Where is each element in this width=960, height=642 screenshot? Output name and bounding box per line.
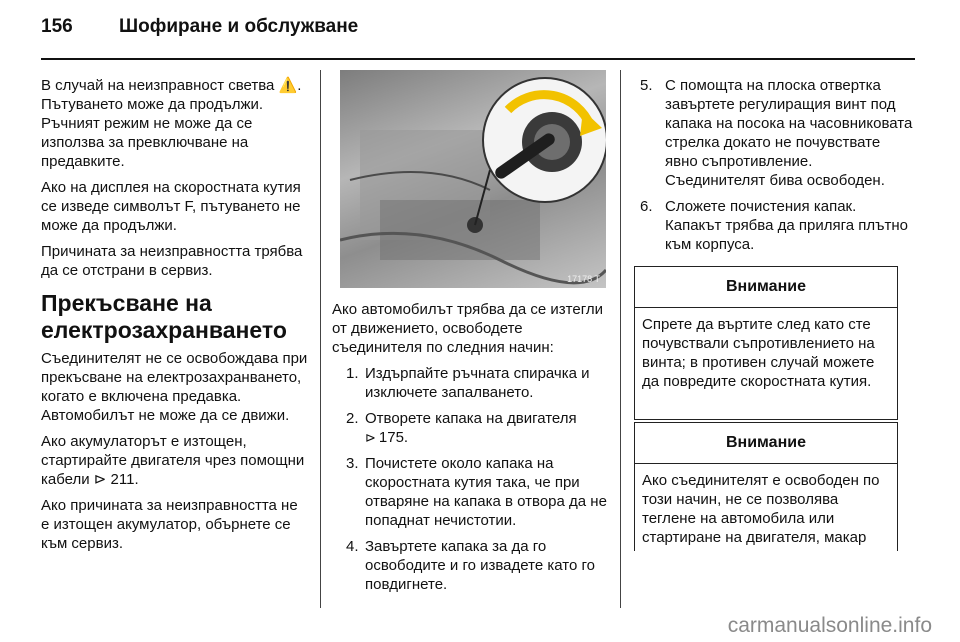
paragraph: Ако на дисплея на скоростната кутия се изведе символът F, пътуването не може да продължи. [41, 179, 301, 234]
paragraph: Съединителят не се освобождава при прекъсване на електрозахранването, когато е включена предавка. Автомобилът не може да се движи. [41, 350, 308, 424]
step-number: 2. [346, 410, 359, 427]
page-title: Шофиране и обслужване [119, 16, 359, 37]
paragraph: Причината за неизправността трябва да се отстрани в сервиз. [41, 243, 303, 279]
steps-list [640, 76, 915, 254]
paragraph: Ако акумулаторът е изтощен, стартирайте двигателя чрез помощни кабели ⊳ 211. [41, 433, 305, 488]
step-number: 1. [346, 365, 359, 382]
header-rule [41, 58, 915, 60]
step-text: Издърпайте ръчната спирачка и изключете запалването. [365, 365, 590, 401]
column-divider [620, 70, 621, 608]
watermark-text: carmanualsonline.info [727, 614, 932, 637]
column-right [640, 76, 915, 261]
column-middle [332, 300, 607, 601]
step-number: 5. [640, 77, 653, 94]
list-item [332, 364, 607, 402]
step-text: Отворете капака на двигателя [365, 410, 577, 427]
paragraph: Ако автомобилът трябва да се изтегли от движението, освободете съединителя по следния начин: [332, 301, 603, 356]
warning-title: Внимание [635, 423, 897, 464]
page-reference-link[interactable]: 175. [378, 429, 409, 446]
paragraph: Ако причината за неизправността не е изтощен акумулатор, обърнете се към сервиз. [41, 497, 298, 552]
section-heading: Прекъсване на електрозахранването [41, 290, 287, 343]
warning-box [634, 422, 898, 551]
step-number: 6. [640, 198, 653, 215]
column-left [41, 76, 309, 560]
list-item [640, 197, 915, 254]
step-text: Почистете около капака на скоростната кутия така, че при отваряне на капака в отвора да не попаднат нечистотии. [365, 455, 607, 529]
step-text: Завъртете капака за да го освободите и го извадете като го повдигнете. [365, 538, 595, 593]
paragraph: В случай на неизправност светва ⚠️. Пътуването може да продължи. Ръчният режим не може да се използва за превключване на предавките. [41, 77, 302, 170]
step-text: С помощта на плоска отвертка завъртете регулиращия винт под капака на посока на часовниковата стрелка докато не почувствате явно съпротивление. Съединителят бива освободен. [665, 77, 913, 189]
warning-title: Внимание [635, 267, 897, 308]
step-text: Сложете почистения капак. Капакът трябва да приляга плътно към корпуса. [665, 198, 908, 253]
warning-box [634, 266, 898, 420]
figure-id: 17178 T [567, 274, 600, 284]
list-item [332, 537, 607, 594]
warning-text: Спрете да въртите след като сте почувствали съпротивлението на винта; в противен случай можете да повредите скоростната кутия. [642, 316, 875, 390]
warning-text: Ако съединителят е освободен по този начин, не се позволява теглене на автомобила или стартиране на двигателя, макар [642, 472, 880, 546]
list-item [332, 409, 607, 447]
watermark [0, 614, 960, 638]
list-item [332, 454, 607, 530]
engine-illustration [340, 70, 606, 288]
steps-list [332, 364, 607, 594]
list-item [640, 76, 915, 190]
page-number: 156 [41, 16, 73, 37]
step-number: 4. [346, 538, 359, 555]
page-reference-arrow-icon: ⊳ [365, 430, 376, 445]
column-divider [320, 70, 321, 608]
step-number: 3. [346, 455, 359, 472]
engine-bay-photo [340, 70, 606, 288]
